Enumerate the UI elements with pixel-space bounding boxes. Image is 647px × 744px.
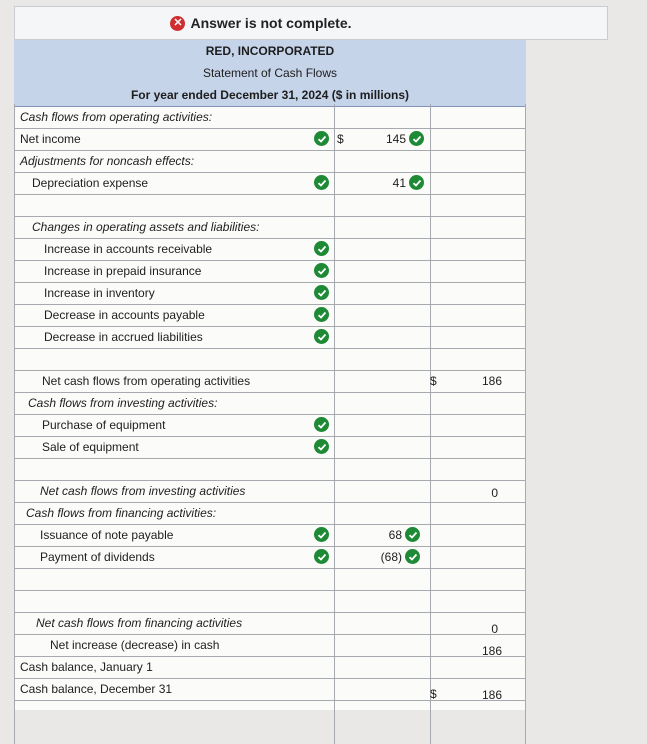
beginning-balance-label: Cash balance, January 1: [20, 660, 153, 674]
change-item-label: Increase in accounts receivable: [44, 242, 213, 256]
financing-item-label: Issuance of note payable: [40, 528, 174, 542]
investing-total-label: Net cash flows from investing activities: [40, 484, 246, 498]
table-row: [14, 150, 526, 173]
check-icon: [314, 175, 329, 190]
change-item-label: Decrease in accrued liabilities: [44, 330, 203, 344]
table-row: [14, 128, 526, 151]
financing-total-amount[interactable]: 0: [491, 622, 498, 636]
table-row: [14, 414, 526, 437]
financing-heading: Cash flows from financing activities:: [26, 506, 217, 520]
operating-heading: Cash flows from operating activities:: [20, 110, 213, 124]
change-item-label: Increase in prepaid insurance: [44, 264, 202, 278]
dividends-amount[interactable]: (68): [380, 550, 402, 564]
net-change-amount[interactable]: 186: [481, 644, 502, 658]
statement-title: Statement of Cash Flows: [14, 62, 526, 85]
check-icon: [314, 527, 329, 542]
investing-total-amount[interactable]: 0: [491, 486, 498, 500]
table-row: [14, 348, 526, 371]
check-icon: [314, 329, 329, 344]
table-row: [14, 546, 526, 569]
company-name: RED, INCORPORATED: [14, 40, 526, 63]
check-icon: [314, 285, 329, 300]
statement-period: For year ended December 31, 2024 ($ in millions): [14, 84, 526, 107]
table-row: [14, 106, 526, 129]
table-row: [14, 392, 526, 415]
net-income-currency: $: [337, 132, 344, 146]
table-row: [14, 656, 526, 679]
table-row: [14, 216, 526, 239]
net-income-amount[interactable]: 145: [385, 132, 406, 146]
table-row: [14, 568, 526, 591]
answer-status-text: Answer is not complete.: [190, 15, 352, 31]
check-icon: [314, 439, 329, 454]
table-row: [14, 458, 526, 481]
check-icon: [405, 549, 420, 564]
table-row: [14, 590, 526, 613]
table-row: [14, 282, 526, 305]
ending-balance-label: Cash balance, December 31: [20, 682, 173, 696]
investing-heading: Cash flows from investing activities:: [28, 396, 218, 410]
check-icon: [409, 131, 424, 146]
check-icon: [314, 549, 329, 564]
table-row: [14, 524, 526, 547]
check-icon: [314, 131, 329, 146]
table-row: [14, 172, 526, 195]
investing-item-label: Purchase of equipment: [42, 418, 166, 432]
change-item-label: Decrease in accounts payable: [44, 308, 205, 322]
depreciation-amount[interactable]: 41: [392, 176, 406, 190]
changes-heading: Changes in operating assets and liabilities:: [32, 220, 260, 234]
check-icon: [314, 263, 329, 278]
investing-item-label: Sale of equipment: [42, 440, 139, 454]
table-row: [14, 194, 526, 217]
answer-status-banner: [14, 6, 608, 40]
check-icon: [314, 417, 329, 432]
table-row: [14, 238, 526, 261]
check-icon: [405, 527, 420, 542]
net-income-label: Net income: [20, 132, 81, 146]
table-row: [14, 326, 526, 349]
net-change-label: Net increase (decrease) in cash: [50, 638, 220, 652]
check-icon: [409, 175, 424, 190]
table-row: [14, 436, 526, 459]
check-icon: [314, 241, 329, 256]
financing-total-label: Net cash flows from financing activities: [36, 616, 243, 630]
operating-total-label: Net cash flows from operating activities: [42, 374, 251, 388]
financing-item-label: Payment of dividends: [40, 550, 155, 564]
check-icon: [314, 307, 329, 322]
table-row: [14, 502, 526, 525]
error-x-icon: ✕: [170, 16, 185, 31]
operating-total-currency: $: [430, 374, 437, 388]
operating-total-amount[interactable]: 186: [481, 374, 502, 388]
change-item-label: Increase in inventory: [44, 286, 155, 300]
table-row: [14, 260, 526, 283]
note-payable-amount[interactable]: 68: [388, 528, 402, 542]
ending-balance-currency: $: [430, 687, 437, 701]
depreciation-label: Depreciation expense: [32, 176, 149, 190]
table-row: [14, 304, 526, 327]
ending-balance-amount[interactable]: 186: [481, 688, 502, 702]
adjustments-heading: Adjustments for noncash effects:: [20, 154, 195, 168]
